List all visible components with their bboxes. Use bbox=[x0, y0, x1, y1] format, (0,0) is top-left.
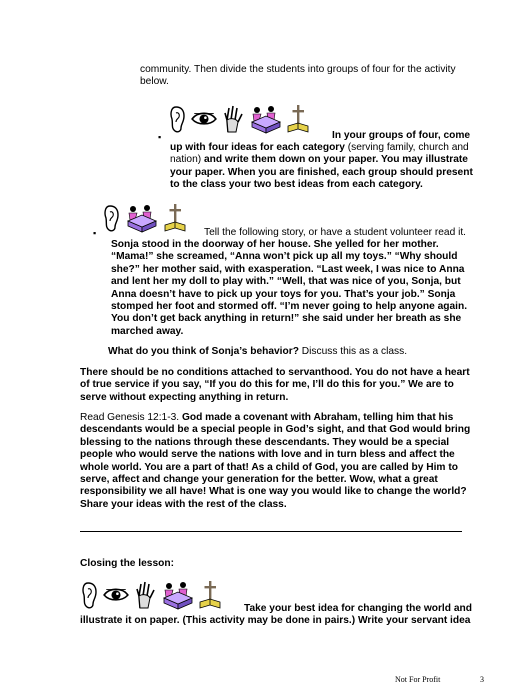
bullet: ▪ bbox=[158, 132, 162, 142]
footer-text: Not For Profit bbox=[395, 675, 441, 684]
intro-text bbox=[140, 64, 480, 89]
discussion-question bbox=[108, 346, 488, 358]
genesis-text: God made a covenant with Abraham, telling him that his descendants would be a special people in God’s sight, and that God would bring blessing to the nations through these descendants. They would be a special people who would serve the nations with love and in turn bless and affect the whole world. You are a part of that! As a child of God, you are called by Him to serve, affect and change your generation for the better. Wow, what a great responsibility we all have! What is one way you would like to change the world? Share your ideas with the rest of the class. bbox=[80, 412, 471, 510]
divider bbox=[80, 531, 462, 532]
cross-book-icon bbox=[197, 580, 223, 610]
hand-icon bbox=[220, 104, 246, 134]
question-bold: What do you think of Sonja’s behavior? bbox=[108, 346, 299, 357]
closing-heading: Closing the lesson: bbox=[80, 558, 174, 569]
people-icon bbox=[249, 104, 283, 134]
activity-1-lead bbox=[332, 130, 482, 142]
intro-line-2: below. bbox=[140, 76, 169, 88]
cross-book-icon bbox=[285, 104, 311, 134]
story-lead: Tell the following story, or have a student volunteer read it. bbox=[204, 227, 466, 238]
cross-book-icon bbox=[162, 203, 188, 233]
servanthood-paragraph: There should be no conditions attached to servanthood. You do not have a heart of true service if you say, “If you do this for me, I’ll do this for you.” We are to serve without expecting anything in return. bbox=[80, 367, 470, 403]
question-normal: Discuss this as a class. bbox=[298, 346, 408, 357]
genesis-reference: Read Genesis 12:1-3. bbox=[80, 412, 180, 423]
eye-icon bbox=[103, 580, 129, 610]
ear-icon bbox=[78, 580, 100, 610]
ear-icon bbox=[166, 104, 188, 134]
activity-1-bold-end: and write them down on your paper. You may illustrate your paper. When you are finished, each group should present to the class your two best ideas from each category. bbox=[170, 154, 473, 191]
icon-row-1 bbox=[166, 104, 311, 138]
hand-icon bbox=[132, 580, 158, 610]
people-icon bbox=[161, 580, 195, 610]
story-text: Sonja stood in the doorway of her house. She yelled for her mother. “Mama!” she screamed, “Anna won’t pick up all my toys.” “Why should she?” her mother said, with exasperation. “Last week, I was nice to Anna and lent her my doll to play with.” “Well, that was nice of you, Sonja, but Anna doesn’t have to pick up your toys for you. That’s your job.” Sonja stomped her foot and stormed off. “I’m never going to help anyone again. You don’t get back anything in return!” she said under her breath as she marched away. bbox=[111, 239, 468, 337]
icon-row-3 bbox=[78, 580, 223, 614]
eye-icon bbox=[191, 104, 217, 134]
activity-1-normal: (serving family, church and nation) bbox=[170, 142, 469, 166]
activity-1-body bbox=[170, 142, 482, 192]
bullet: ▪ bbox=[93, 228, 97, 238]
people-icon bbox=[125, 203, 159, 233]
intro-line-1: community. Then divide the students into groups of four for the activity bbox=[140, 64, 456, 75]
activity-1-bold-mid: up with four ideas for each category bbox=[170, 142, 345, 153]
closing-line-2: illustrate it on paper. (This activity may be done in pairs.) Write your servant idea bbox=[80, 615, 471, 626]
page-number: 3 bbox=[480, 675, 484, 684]
icon-row-2 bbox=[100, 203, 188, 237]
closing-line-1: Take your best idea for changing the world and bbox=[244, 603, 472, 614]
genesis-paragraph bbox=[80, 412, 480, 511]
ear-icon bbox=[100, 203, 122, 233]
activity-1-bold-start: In your groups of four, come bbox=[332, 130, 471, 141]
